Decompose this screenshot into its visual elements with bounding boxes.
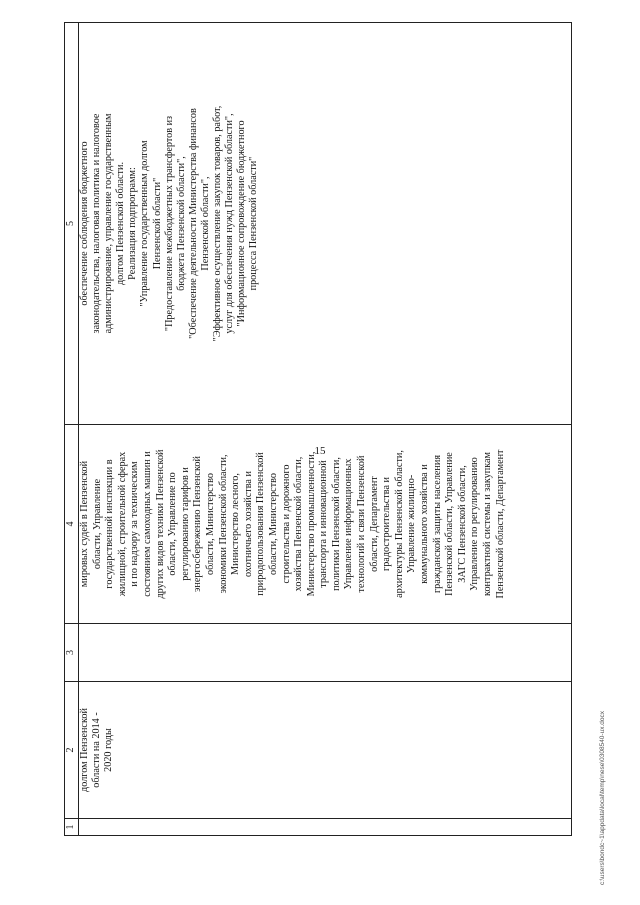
program-table	[64, 22, 572, 836]
page-number: 15	[314, 445, 326, 457]
header-col-4: 4	[65, 425, 79, 624]
cell-col-3	[79, 624, 572, 682]
header-col-5: 5	[65, 23, 79, 425]
file-path-text: c:\users\bondc~1\appdata\local\temp\nese\0308540-ux.docx	[599, 711, 606, 885]
table-row	[79, 23, 572, 836]
participants-text: мировых судей в Пензенской области, Управление государственной инспекции в жилищной, строительной сферах и по надзору за техническим состоянием самоходных машин и других видов техники Пензенской области, Управление по регулированию тарифов и энергосбережению Пензенской области, Министерство экономики Пензенской области, Министерство лесного, охотничьего хозяйства и природопользования Пензенской области, Министерство строительства и дорожного хозяйства Пензенской области, Министерство промышленности, транспорта и инновационной политики Пензенской области, Управление информационных технологий и связи Пензенской области, Департамент градостроительства и архитектуры Пензенской области, Управление жилищно- коммунального хозяйства и гражданской защиты населения Пензенской области, Управление ЗАГС Пензенской области, Управление по регулированию контрактной системы и закупкам Пензенской области, Департамент	[79, 449, 506, 599]
header-col-1: 1	[65, 819, 79, 836]
program-name-text: долгом Пензенской области на 2014 - 2020 годы	[79, 708, 115, 792]
rotated-table-sheet	[64, 28, 571, 836]
cell-participants	[79, 425, 572, 624]
goals-subprograms-text: обеспечение соблюдения бюджетного законодательства, налоговая политика и налоговое администрирование, управление государственным долгом Пензенской области. Реализация подпрограмм: "Управление государственным долгом Пензенской области" "Предоставление межбюджетных трансфертов из бюджета Пензенской области", "Обеспечение деятельности Министерства финансов Пензенской области", "Эффективное осуществление закупок товаров, работ, услуг для обеспечения нужд Пензенской области", "Информационное сопровождение бюджетного процесса Пензенской области"	[79, 105, 260, 342]
table-header-row	[65, 23, 79, 836]
header-col-2: 2	[65, 682, 79, 819]
header-col-3: 3	[65, 624, 79, 682]
cell-program-name	[79, 682, 572, 819]
cell-goals-subprograms	[79, 23, 572, 425]
cell-col-1	[79, 819, 572, 836]
